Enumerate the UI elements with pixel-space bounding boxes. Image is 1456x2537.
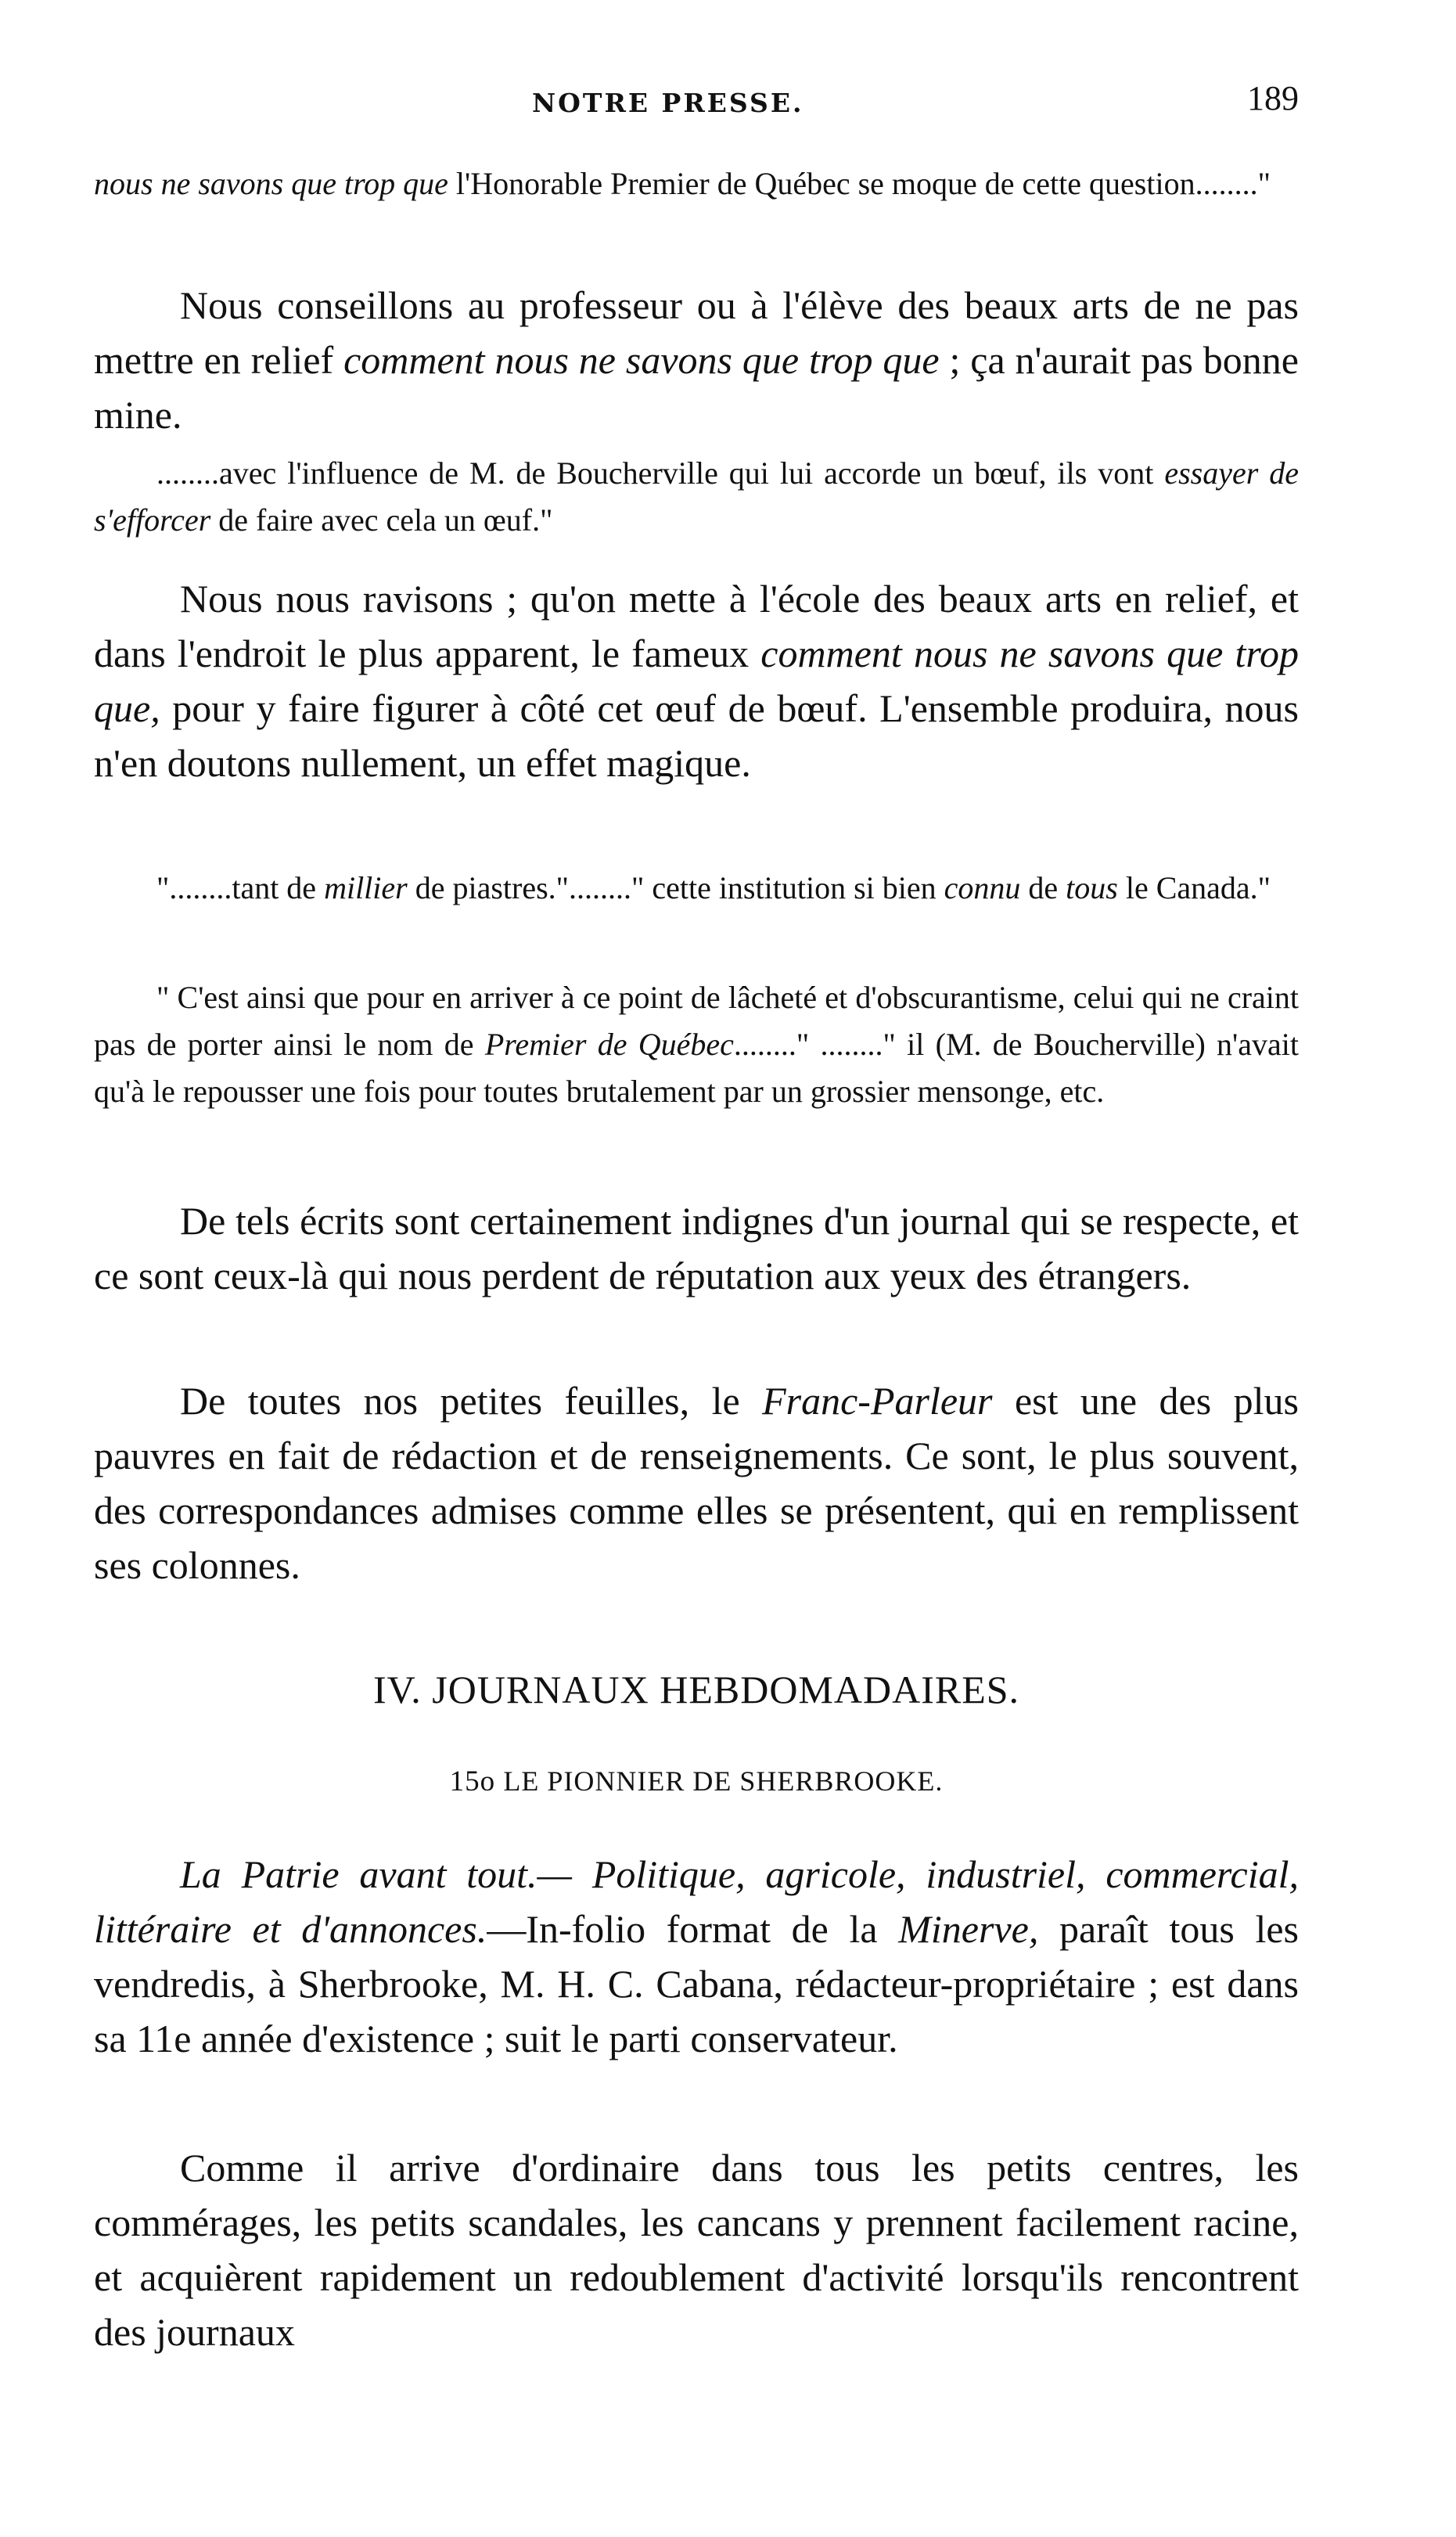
- quote-text: l'Honorable Premier de Québec se moque de cette question........": [448, 166, 1271, 201]
- quote-italic: Premier de Québec: [484, 1027, 734, 1062]
- paragraph-franc-parleur: [94, 1373, 1299, 1592]
- paragraph-conseillons: [94, 278, 1299, 442]
- quote-italic: nous ne savons que trop que: [94, 166, 448, 201]
- paragraph-pionnier: [94, 1847, 1299, 2066]
- quote-text: "........tant de: [156, 870, 325, 905]
- paragraph-text: De toutes nos petites feuilles, le: [180, 1379, 763, 1423]
- quote-text: ........" ........" il (M. de Boucherville) n'avait qu'à le repousser une fois pour toutes brutalement par un grossier mensonge, etc.: [94, 1027, 1299, 1109]
- quote-piastres: [94, 865, 1299, 912]
- running-title: NOTRE PRESSE.: [532, 88, 804, 118]
- quote-lachete: [94, 974, 1299, 1115]
- subheading-name: LE PIONNIER DE SHERBROOKE.: [503, 1765, 944, 1797]
- quote-text: " C'est ainsi que pour en arriver à ce point de lâcheté et d'obscurantisme, celui qui ne craint pas de porter ainsi le nom de: [94, 980, 1299, 1062]
- section-heading: IV. JOURNAUX HEBDOMADAIRES.: [372, 1668, 1020, 1711]
- page-header: [94, 78, 1299, 141]
- page-number: 189: [1247, 79, 1299, 117]
- quote-italic: tous: [1066, 870, 1118, 905]
- paragraph-text: paraît tous les vendredis, à Sherbrooke, M. H. C. Cabana, rédacteur-propriétaire ; est dans sa 11e année d'existence ; suit le parti conservateur.: [94, 1907, 1299, 2060]
- paragraph-italic: comment nous ne savons que trop que: [343, 338, 940, 382]
- paragraph-ravisons: [94, 571, 1299, 790]
- quote-text: de piastres."........" cette institution si bien: [407, 870, 944, 905]
- quote-italic: de s'efforcer: [94, 455, 1300, 538]
- paragraph-text: pour y faire figurer à côté cet œuf de bœuf. L'ensemble produira, nous n'en doutons nullement, un effet magique.: [94, 686, 1299, 785]
- paragraph-text: Nous nous ravisons ; qu'on mette à l'école des beaux arts en relief, et dans l'endroit le plus apparent, le fameux: [94, 577, 1299, 675]
- paragraph-ecrits: De tels écrits sont certainement indignes d'un journal qui se respecte, et ce sont ceux-là qui nous perdent de réputation aux yeux des étrangers.: [94, 1199, 1299, 1297]
- quote-text: [1258, 455, 1269, 491]
- quote-text: le Canada.": [1117, 870, 1271, 905]
- paragraph-text: —In-folio format de la: [487, 1907, 899, 1951]
- paragraph-italic: Franc-Parleur: [762, 1379, 993, 1423]
- quote-boucherville: [94, 450, 1299, 544]
- quote-text: de faire avec cela un œuf.": [210, 502, 553, 538]
- paragraph-commerages: Comme il arrive d'ordinaire dans tous les petits centres, les commérages, les petits scandales, les cancans y prennent facilement racine, et acquièrent rapidement un redoublement d'activité lorsqu'ils rencontrent des journaux: [94, 2146, 1299, 2354]
- paragraph-text: ; ça n'aurait pas bonne mine.: [94, 338, 1299, 437]
- quote-italic: millier: [324, 870, 408, 905]
- quote-italic: connu: [944, 870, 1021, 905]
- paragraph-italic: comment nous ne savons que trop que,: [94, 632, 1299, 730]
- paragraph-italic: La Patrie avant tout.— Politique, agricole, industriel, commercial, littéraire et d'annonces.: [94, 1852, 1299, 1951]
- paragraph-text: Nous conseillons au professeur ou à l'élève des beaux arts de ne pas mettre en relief: [94, 283, 1299, 382]
- quote-continuation: [94, 160, 1299, 207]
- paragraph-italic: Minerve,: [898, 1907, 1039, 1951]
- quote-text: ........avec l'influence de M. de Boucherville qui lui accorde un bœuf, ils vont: [156, 455, 1165, 491]
- quote-italic: essayer: [1164, 455, 1259, 491]
- subheading-number: 15o: [449, 1765, 496, 1797]
- paragraph-text: est une des plus pauvres en fait de rédaction et de renseignements. Ce sont, le plus souvent, des correspondances admises comme elles se présentent, qui en remplissent ses colonnes.: [94, 1379, 1299, 1587]
- quote-text: de: [1020, 870, 1066, 905]
- section-subheading: [94, 1765, 1299, 1798]
